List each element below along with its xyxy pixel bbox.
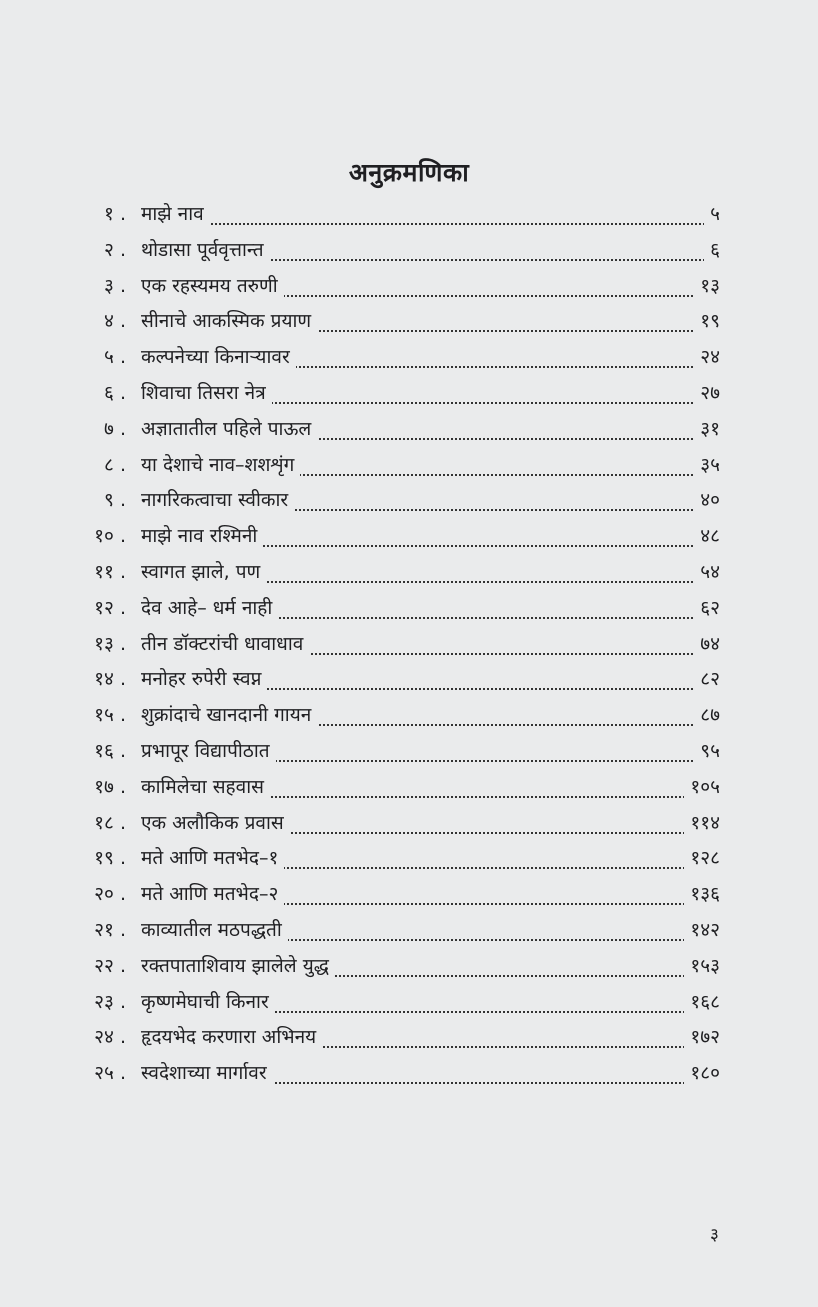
chapter-title: तीन डॉक्टरांची धावाधाव [141,627,309,663]
toc-entry[interactable] [60,806,720,842]
chapter-title: अज्ञातातील पहिले पाऊल [141,412,317,448]
chapter-number: २४ . [94,1026,126,1049]
toc-entry[interactable] [60,412,720,448]
chapter-title: या देशाचे नाव–शशशृंग [141,448,300,484]
toc-entry[interactable] [60,662,720,698]
page-title: अनुक्रमणिका [348,157,470,187]
chapter-title: स्वागत झाले, पण [141,555,266,591]
page-number: १२८ [684,841,720,877]
chapter-number: २० . [94,883,126,906]
chapter-number: १७ . [94,775,126,798]
toc-entry[interactable] [60,1020,720,1056]
toc-entry[interactable] [60,949,720,985]
chapter-title: कृष्णमेघाची किनार [141,985,275,1021]
toc-entry[interactable] [60,627,720,663]
chapter-number: १६ . [94,739,126,762]
chapter-number: २१ . [94,918,126,941]
table-of-contents [60,197,720,1092]
chapter-title: प्रभापूर विद्यापीठात [141,734,276,770]
toc-entry[interactable] [60,985,720,1021]
page-number: १९ [694,304,720,340]
chapter-number: २३ . [94,990,126,1013]
chapter-number: १२ . [94,596,126,619]
chapter-title: कल्पनेच्या किनाऱ्यावर [141,340,296,376]
chapter-title: थोडासा पूर्ववृत्तान्त [141,233,270,269]
page-number: ७४ [694,627,720,663]
page-number: १४२ [684,913,720,949]
page-number: ३१ [694,412,720,448]
chapter-number: २ . [104,238,126,261]
chapter-number: ४ . [104,310,126,333]
toc-entry[interactable] [60,698,720,734]
chapter-title: देव आहे– धर्म नाही [141,591,278,627]
chapter-number: ९ . [104,489,126,512]
chapter-title: हृदयभेद करणारा अभिनय [141,1020,322,1056]
toc-entry[interactable] [60,448,720,484]
chapter-number: १३ . [94,632,126,655]
chapter-number: ३ . [104,274,126,297]
toc-entry[interactable] [60,591,720,627]
page-number: १५३ [684,949,720,985]
chapter-title: एक रहस्यमय तरुणी [141,269,284,305]
page-number: २४ [694,340,720,376]
page-number: २७ [694,376,720,412]
chapter-title: कामिलेचा सहवास [141,770,270,806]
page-number: ४८ [694,519,720,555]
toc-entry[interactable] [60,555,720,591]
toc-entry[interactable] [60,1056,720,1092]
toc-entry[interactable] [60,877,720,913]
chapter-title: मनोहर रुपेरी स्वप्न [141,662,267,698]
chapter-title: स्वदेशाच्या मार्गावर [141,1056,273,1092]
page-number: १८० [684,1056,720,1092]
chapter-title: माझे नाव रश्मिनी [141,519,263,555]
page-number: १०५ [684,770,720,806]
page-number: १३६ [684,877,720,913]
chapter-title: शुक्रांदाचे खानदानी गायन [141,698,317,734]
toc-entry[interactable] [60,734,720,770]
chapter-title: मते आणि मतभेद–१ [141,841,284,877]
page-number: ५ [704,197,720,233]
dot-leader [180,220,720,225]
toc-entry[interactable] [60,841,720,877]
chapter-number: ५ . [104,346,126,369]
page-number: ९५ [694,734,720,770]
chapter-number: १९ . [94,847,126,870]
chapter-number: ११ . [94,560,126,583]
chapter-number: २२ . [94,954,126,977]
page-number: ११४ [684,806,720,842]
chapter-number: १५ . [94,704,126,727]
page-number: ५४ [694,555,720,591]
toc-entry[interactable] [60,269,720,305]
page-number: १६८ [684,985,720,1021]
chapter-number: ८ . [104,453,126,476]
chapter-number: १८ . [94,811,126,834]
folio-page-number: ३ [710,1225,719,1245]
chapter-number: ७ . [104,417,126,440]
toc-entry[interactable] [60,197,720,233]
chapter-number: १४ . [94,668,126,691]
chapter-title: सीनाचे आकस्मिक प्रयाण [141,304,317,340]
chapter-number: १० . [94,525,126,548]
chapter-title: रक्तपाताशिवाय झालेले युद्ध [141,949,335,985]
page-number: ८२ [694,662,720,698]
toc-entry[interactable] [60,233,720,269]
toc-entry[interactable] [60,770,720,806]
toc-entry[interactable] [60,519,720,555]
page-number: ६२ [694,591,720,627]
page-number: ८७ [694,698,720,734]
page-number: १७२ [684,1020,720,1056]
toc-entry[interactable] [60,304,720,340]
page-number: १३ [694,269,720,305]
page-number: ४० [694,483,720,519]
page-number: ३५ [694,448,720,484]
chapter-title: शिवाचा तिसरा नेत्र [141,376,272,412]
chapter-title: नागरिकत्वाचा स्वीकार [141,483,294,519]
toc-entry[interactable] [60,913,720,949]
page-number: ६ [704,233,720,269]
chapter-title: मते आणि मतभेद–२ [141,877,284,913]
chapter-number: ६ . [104,381,126,404]
chapter-title: माझे नाव [141,197,210,233]
toc-entry[interactable] [60,340,720,376]
chapter-number: १ . [104,203,126,225]
toc-entry[interactable] [60,376,720,412]
chapter-number: २५ . [94,1062,126,1085]
chapter-title: एक अलौकिक प्रवास [141,806,290,842]
chapter-title: काव्यातील मठपद्धती [141,913,288,949]
toc-entry[interactable] [60,483,720,519]
